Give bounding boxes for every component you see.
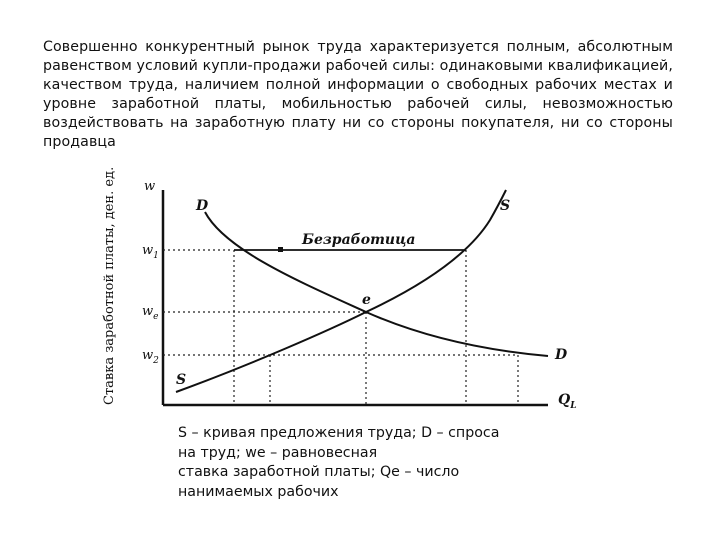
diagram-caption bbox=[178, 424, 518, 502]
y-axis-symbol: w bbox=[144, 179, 156, 194]
demand-label-top: D bbox=[196, 198, 209, 214]
demand-label-bottom: D bbox=[555, 347, 568, 363]
wage-we-label: $w_e$ bbox=[142, 304, 159, 322]
gap-marker bbox=[278, 247, 283, 252]
caption-line: ставка заработной платы; Qe – число bbox=[178, 464, 460, 480]
wage-w2-label: $w_2$ bbox=[142, 348, 159, 366]
equilibrium-label: e bbox=[362, 292, 371, 308]
wage-w1-label: $w_1$ bbox=[142, 243, 159, 261]
caption-line: S – кривая предложения труда; D – спроса bbox=[178, 425, 500, 441]
caption-line: на труд; we – равновесная bbox=[178, 444, 378, 461]
unemployment-label: Безработица bbox=[302, 232, 416, 248]
intro-paragraph: Совершенно конкурентный рынок труда характеризуется полным, абсолютным равенством условий купли-продажи рабочей силы: одинаковыми квалификацией, качеством труда, наличием полной информации о свободных рабочих местах и уровне заработной платы, мобильностью рабочей силы, невозможностью воздействовать на заработную плату ни со стороны покупателя, ни со стороны продавца bbox=[43, 39, 673, 150]
x-axis-label: $Q_L$ bbox=[558, 392, 577, 411]
supply-curve bbox=[176, 190, 506, 392]
supply-label-top: S bbox=[500, 198, 511, 214]
caption-line: нанимаемых рабочих bbox=[178, 483, 339, 500]
y-axis-label: Ставка заработной платы, ден. ед. bbox=[102, 166, 117, 405]
supply-label-bottom: S bbox=[176, 372, 187, 388]
